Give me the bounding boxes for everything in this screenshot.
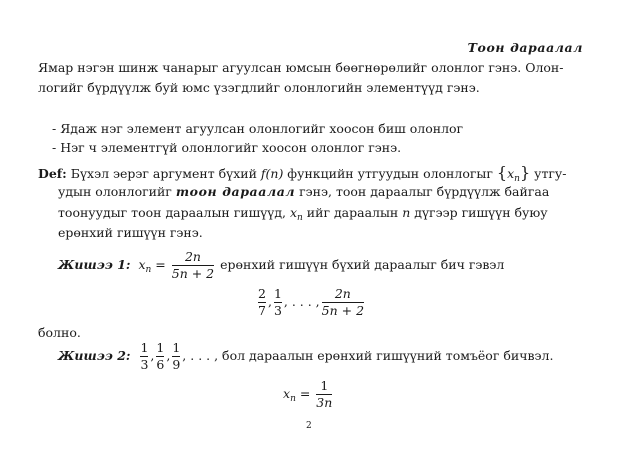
ex2-term-2-den: 6 xyxy=(156,357,165,372)
ex2-term-3-num: 1 xyxy=(172,340,181,355)
example-2-result-fraction xyxy=(316,378,332,411)
seq-term-1-num: 2 xyxy=(258,286,266,301)
example-2-lhs: x xyxy=(283,386,291,401)
seq-term-2-num: 1 xyxy=(273,286,282,301)
bullet-empty-set: - Нэг ч элементгүй олонлогийг хоосон олонлог гэнэ. xyxy=(52,140,402,155)
ex2-term-3 xyxy=(172,340,180,373)
seq-ellipsis: , . . . , xyxy=(283,294,320,309)
ex2-term-1 xyxy=(140,340,148,373)
example-1-lhs-subscript: n xyxy=(145,265,152,275)
ex2-term-3-den: 9 xyxy=(172,357,181,372)
definition-text-3c: дүгээр гишүүн буюу xyxy=(410,205,548,220)
example-1-numerator: 2n xyxy=(184,249,201,264)
ex2-separator-2: , xyxy=(166,348,171,363)
ex2-term-2 xyxy=(156,340,164,373)
example-1-equals: = xyxy=(151,257,170,272)
definition-text-1b: функцийн утгуудын олонлогыг xyxy=(283,166,497,181)
definition-label: Def: xyxy=(38,166,67,181)
example-2-line xyxy=(58,340,553,373)
set-open-brace: { xyxy=(496,163,508,182)
section-title: Тоон дараалал xyxy=(467,40,583,55)
example-2-equals: = xyxy=(295,386,315,401)
seq-term-n-den: 5n + 2 xyxy=(321,303,365,318)
definition-line-1 xyxy=(38,163,567,184)
definition-line-3 xyxy=(58,205,548,223)
ex2-term-2-num: 1 xyxy=(156,340,165,355)
definition-text-2a: удын олонлогийг xyxy=(58,184,176,199)
intro-line-1: Ямар нэгэн шинж чанарыг агуулсан юмсын бөөгнөрөлийг олонлог гэнэ. Олон- xyxy=(38,60,564,75)
example-1-lhs: x xyxy=(138,257,146,272)
definition-line-4: ерөнхий гишүүн гэнэ. xyxy=(58,225,203,240)
seq-term-2 xyxy=(274,286,282,319)
index-n: n xyxy=(402,205,411,220)
example-1-text: ерөнхий гишүүн бүхий дараалыг бич гэвэл xyxy=(220,257,505,272)
example-2-result-num: 1 xyxy=(320,378,329,393)
function-f-of-n: f(n) xyxy=(260,166,284,181)
definition-term: тоон дараалал xyxy=(175,184,296,199)
set-close-brace: } xyxy=(519,163,531,182)
seq-term-1 xyxy=(258,286,266,319)
ex2-term-1-num: 1 xyxy=(140,340,149,355)
seq-term-n-num: 2n xyxy=(334,286,351,301)
set-variable: x xyxy=(507,166,515,181)
term-variable-subscript: n xyxy=(297,213,303,223)
definition-line-2 xyxy=(58,184,549,199)
definition-text-3b: ийг дараалын xyxy=(302,205,403,220)
example-2-lhs-subscript: n xyxy=(290,394,296,404)
definition-text-2b: гэнэ, тоон дараалыг бүрдүүлж байгаа xyxy=(295,184,550,199)
seq-term-n xyxy=(322,286,364,319)
intro-line-2: логийг бүрдүүлж буй юмс үзэгдлийг олонлогийн элементүүд гэнэ. xyxy=(38,80,480,95)
example-1-sequence xyxy=(256,286,366,319)
example-2-text: бол дараалын ерөнхий гишүүний томъёог бичвэл. xyxy=(222,348,554,363)
example-2-result xyxy=(283,378,334,411)
seq-separator: , xyxy=(267,294,272,309)
set-variable-subscript: n xyxy=(514,174,520,184)
ex2-term-1-den: 3 xyxy=(140,357,149,372)
example-2-result-den: 3n xyxy=(316,395,333,410)
ex2-ellipsis: , . . . , xyxy=(182,348,219,363)
example-1-conclusion: болно. xyxy=(38,325,81,340)
page-number: 2 xyxy=(306,421,312,431)
bullet-nonempty-set: - Ядаж нэг элемент агуулсан олонлогийг хоосон биш олонлог xyxy=(52,121,464,136)
example-1-denominator: 5n + 2 xyxy=(171,266,215,281)
example-1-line xyxy=(58,249,504,282)
definition-text-1a: Бүхэл эерэг аргумент бүхий xyxy=(70,166,261,181)
example-1-label: Жишээ 1: xyxy=(58,257,131,272)
term-variable: x xyxy=(289,205,298,220)
example-2-label: Жишээ 2: xyxy=(58,348,131,363)
seq-term-1-den: 7 xyxy=(258,303,266,318)
definition-text-1c: утгу- xyxy=(530,166,567,181)
seq-term-2-den: 3 xyxy=(273,303,282,318)
example-1-fraction xyxy=(172,249,214,282)
definition-text-3a: тоонуудыг тоон дараалын гишүүд, xyxy=(58,205,290,220)
ex2-separator-1: , xyxy=(150,348,155,363)
